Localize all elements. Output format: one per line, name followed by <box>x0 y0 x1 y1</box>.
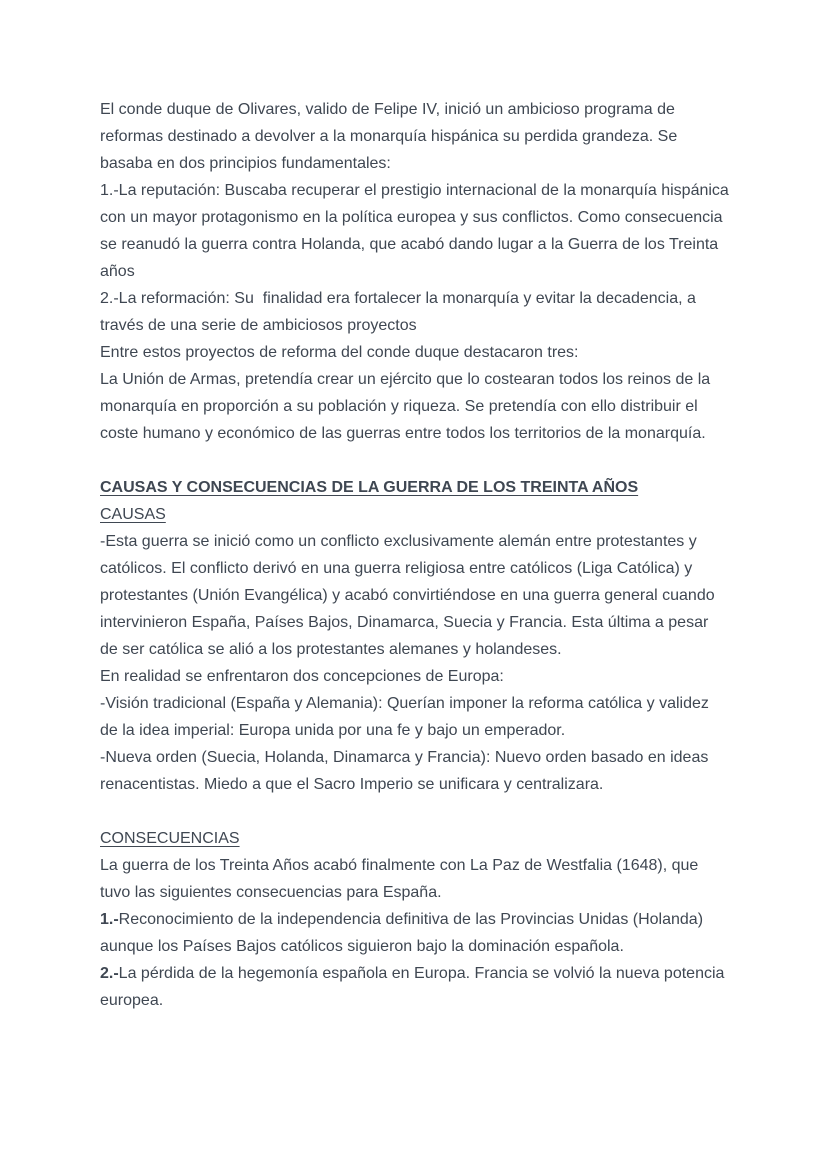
consecuencias-intro: La guerra de los Treinta Años acabó finalmente con La Paz de Westfalia (1648), que tuvo las siguientes consecuencias para España. <box>100 857 703 901</box>
intro-paragraph-2: 1.-La reputación: Buscaba recuperar el prestigio internacional de la monarquía hispánica con un mayor protagonismo en la política europea y sus conflictos. Como consecuencia se reanudó la guerra contra Holanda, que acabó dando lugar a la Guerra de los Treinta años <box>100 182 734 280</box>
intro-paragraph-1: El conde duque de Olivares, valido de Felipe IV, inició un ambicioso programa de reformas destinado a devolver a la monarquía hispánica su perdida grandeza. Se basaba en dos principios fundamentales: <box>100 101 682 172</box>
intro-paragraph-4: Entre estos proyectos de reforma del conde duque destacaron tres: <box>100 344 579 361</box>
item-2-text: La pérdida de la hegemonía española en Europa. Francia se volvió la nueva potencia europea. <box>100 965 729 1009</box>
causas-paragraph-2: En realidad se enfrentaron dos concepciones de Europa: <box>100 668 504 685</box>
item-1-text: Reconocimiento de la independencia definitiva de las Provincias Unidas (Holanda) aunque los Países Bajos católicos siguieron bajo la dominación española. <box>100 911 708 955</box>
causas-paragraph-4: -Nueva orden (Suecia, Holanda, Dinamarca y Francia): Nuevo orden basado en ideas renacentistas. Miedo a que el Sacro Imperio se unificara y centralizara. <box>100 749 713 793</box>
section-heading-causas-consecuencias: CAUSAS Y CONSECUENCIAS DE LA GUERRA DE LOS TREINTA AÑOS <box>100 479 639 496</box>
item-1-marker: 1.- <box>100 911 119 928</box>
intro-paragraph-3: 2.-La reformación: Su finalidad era fortalecer la monarquía y evitar la decadencia, a través de una serie de ambiciosos proyectos <box>100 290 701 334</box>
item-2-marker: 2.- <box>100 965 119 982</box>
consecuencias-item-2 <box>100 960 730 1014</box>
causas-section <box>100 474 730 798</box>
subheading-causas: CAUSAS <box>100 506 166 523</box>
intro-section <box>100 96 734 447</box>
consecuencias-item-1 <box>100 906 730 960</box>
consecuencias-section <box>100 825 730 1014</box>
intro-paragraph-5: La Unión de Armas, pretendía crear un ejército que lo costearan todos los reinos de la monarquía en proporción a su población y riqueza. Se pretendía con ello distribuir el coste humano y económico de las guerras entre todos los territorios de la monarquía. <box>100 371 715 442</box>
causas-paragraph-1: -Esta guerra se inició como un conflicto exclusivamente alemán entre protestantes y católicos. El conflicto derivó en una guerra religiosa entre católicos (Liga Católica) y protestantes (Unión Evangélica) y acabó convirtiéndose en una guerra general cuando intervinieron España, Países Bajos, Dinamarca, Suecia y Francia. Esta última a pesar de ser católica se alió a los protestantes alemanes y holandeses. <box>100 533 720 658</box>
subheading-consecuencias: CONSECUENCIAS <box>100 830 240 847</box>
causas-paragraph-3: -Visión tradicional (España y Alemania): Querían imponer la reforma católica y validez de la idea imperial: Europa unida por una fe y bajo un emperador. <box>100 695 714 739</box>
